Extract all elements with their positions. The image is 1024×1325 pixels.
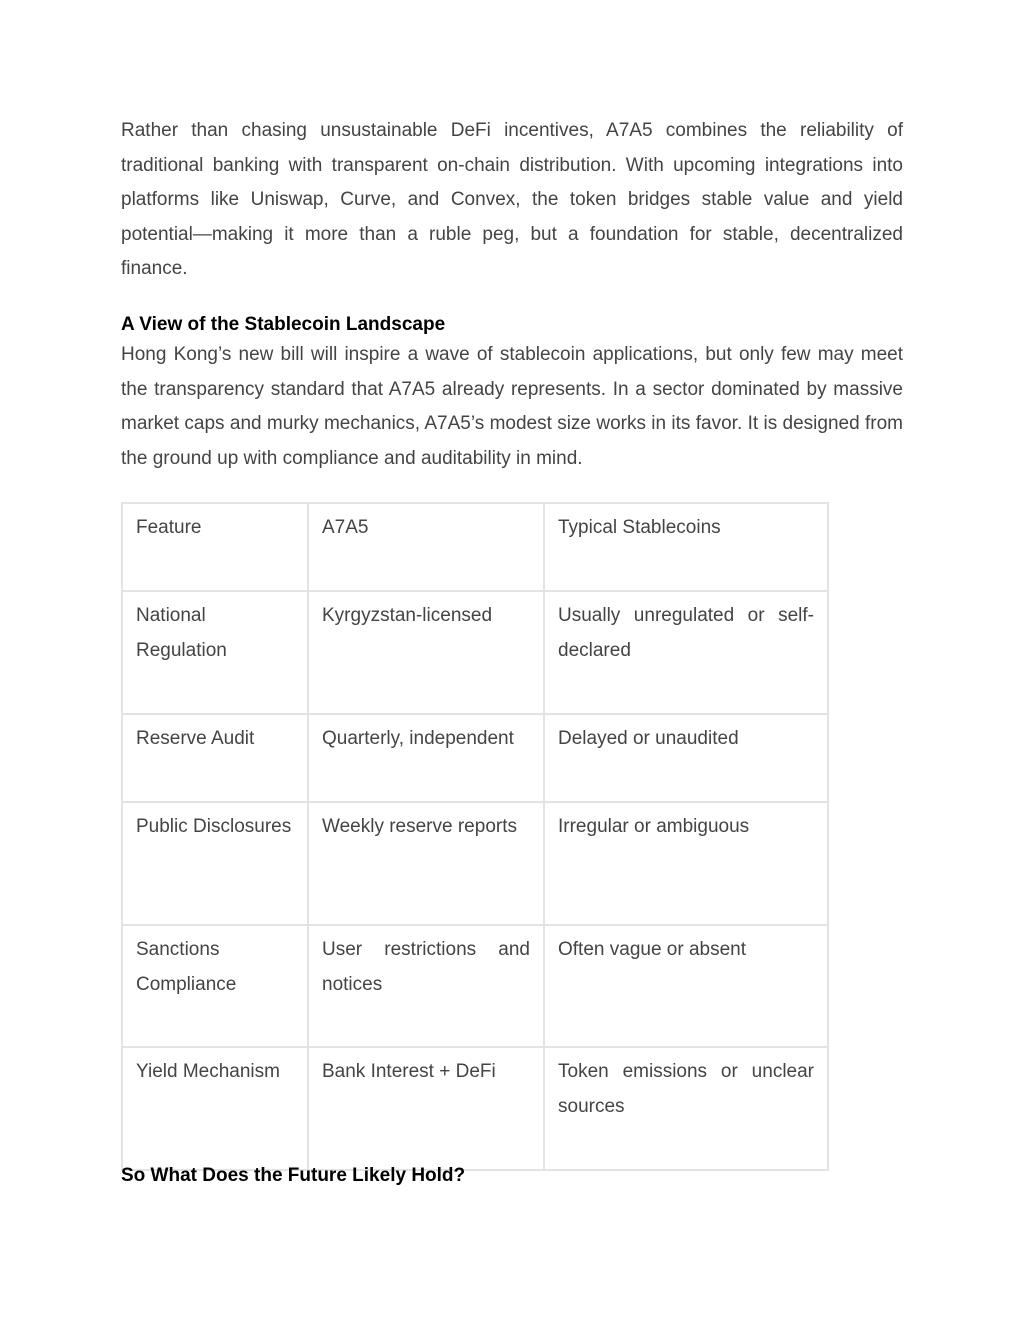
table-cell-a7a5: Quarterly, independent: [308, 714, 544, 802]
table-cell-typical: Usually unregulated or self-declared: [544, 591, 828, 714]
table-cell-feature: National Regulation: [122, 591, 308, 714]
table-cell-a7a5: Weekly reserve reports: [308, 802, 544, 925]
table-cell-typical: Token emissions or unclear sources: [544, 1047, 828, 1170]
table-header-row: [122, 503, 828, 591]
table-cell-a7a5: Kyrgyzstan-licensed: [308, 591, 544, 714]
table-row: [122, 591, 828, 714]
comparison-table: [121, 502, 829, 1171]
intro-paragraph: Rather than chasing unsustainable DeFi incentives, A7A5 combines the reliability of traditional banking with transparent on-chain distribution. With upcoming integrations into platforms like Uniswap, Curve, and Convex, the token bridges stable value and yield potential—making it more than a ruble peg, but a foundation for stable, decentralized finance.: [121, 120, 903, 280]
table-row: [122, 714, 828, 802]
landscape-paragraph: Hong Kong’s new bill will inspire a wave of stablecoin applications, but only few may meet the transparency standard that A7A5 already represents. In a sector dominated by massive market caps and murky mechanics, A7A5’s modest size works in its favor. It is designed from the ground up with compliance and auditability in mind.: [121, 343, 903, 469]
table-cell-feature: Sanctions Compliance: [122, 925, 308, 1047]
table-cell-typical: Often vague or absent: [544, 925, 828, 1047]
table-cell-a7a5: User restrictions and notices: [308, 925, 544, 1047]
table-row: [122, 1047, 828, 1170]
table-header-cell: Feature: [122, 503, 308, 591]
table-row: [122, 802, 828, 925]
table-cell-feature: Reserve Audit: [122, 714, 308, 802]
table-header-cell: Typical Stablecoins: [544, 503, 828, 591]
document-body: [121, 114, 903, 476]
table-row: [122, 925, 828, 1047]
section-heading-future: So What Does the Future Likely Hold?: [121, 1165, 466, 1186]
table-cell-typical: Delayed or unaudited: [544, 714, 828, 802]
table-cell-feature: Public Disclosures: [122, 802, 308, 925]
section-heading-landscape: A View of the Stablecoin Landscape: [121, 313, 446, 335]
table-cell-feature: Yield Mechanism: [122, 1047, 308, 1170]
table-cell-typical: Irregular or ambiguous: [544, 802, 828, 925]
table-header-cell: A7A5: [308, 503, 544, 591]
table-cell-a7a5: Bank Interest + DeFi: [308, 1047, 544, 1170]
